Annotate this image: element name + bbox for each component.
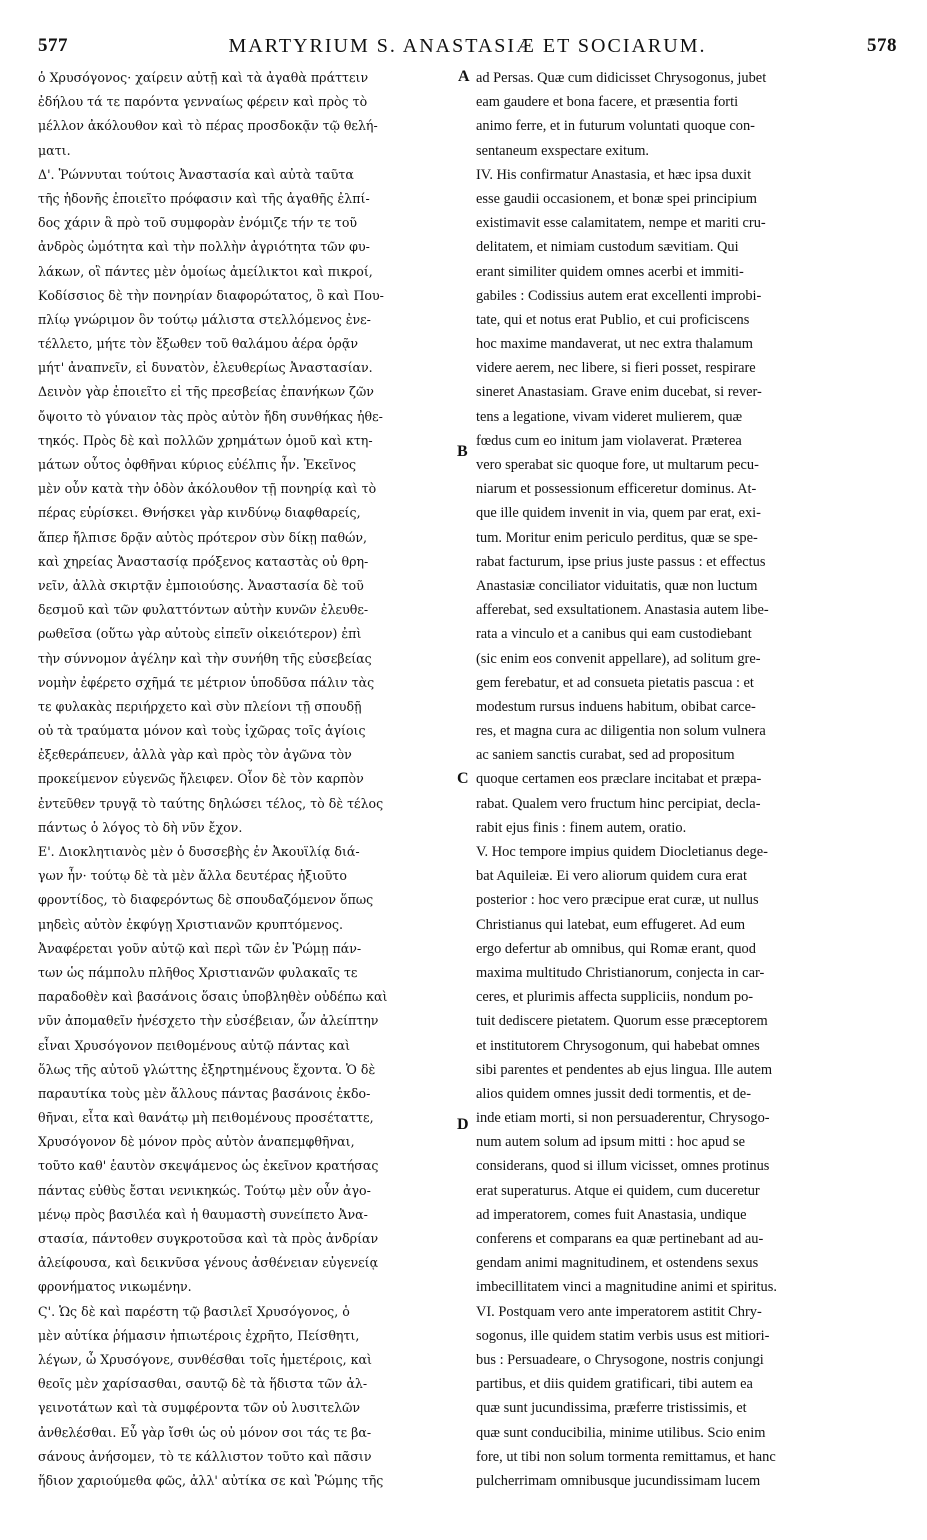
latin-text-line: fore, ut tibi non solum tormenta remittamus, et hanc [476, 1448, 776, 1465]
greek-text-line: τῆς ἡδονῆς ἐποιεῖτο πρόφασιν καὶ τῆς ἀγαθῆς ἐλπί- [38, 190, 370, 206]
greek-text-line: ματι. [38, 142, 71, 158]
latin-text-line: IV. His confirmatur Anastasia, et hæc ipsa duxit [476, 166, 752, 183]
greek-text-line: νῦν ἀπομαθεῖν ἠνέσχετο τὴν εὐσέβειαν, ὧν ἀλείπτην [38, 1013, 379, 1029]
greek-text-line: θῆναι, εἶτα καὶ θανάτῳ μὴ πειθομένους προσέταττε, [38, 1110, 374, 1126]
latin-text-line: ceres, et plurimis affecta suppliciis, nondum po- [476, 989, 754, 1006]
latin-text-line: erat superaturus. Atque ei quidem, cum duceretur [476, 1182, 760, 1199]
greek-text-line: των ὡς πάμπολυ πλῆθος Χριστιανῶν φυλακαῖς τε [38, 964, 358, 980]
latin-text-line: que ille quidem invenit in via, quem par erat, exi- [476, 505, 761, 522]
greek-text-line: ἐδήλου τά τε παρόντα γενναίως φέρειν καὶ πρὸς τὸ [38, 94, 368, 110]
latin-text-line: bat Aquileiæ. Ei vero aliorum quidem cura erat [476, 868, 747, 885]
greek-text-line: προκείμενον εὐγενῶς ἤλειφεν. Οἷον δὲ τὸν καρπὸν [38, 771, 364, 787]
latin-text-line: tate, qui et notus erat Publio, et cui proficiscens [476, 311, 750, 328]
latin-text-line: et institutorem Chrysogonum, qui habebat omnes [476, 1037, 760, 1054]
latin-text-line: esse gaudii occasionem, et bonæ spei principium [476, 190, 757, 207]
latin-text-line: sogonus, ille quidem statim verbis usus est mitiori- [476, 1327, 770, 1344]
latin-text-line: ad imperatorem, comes fuit Anastasia, undique [476, 1206, 747, 1223]
greek-text-line: πάντως ὁ λόγος τὸ δὴ νῦν ἔχον. [38, 819, 243, 835]
greek-text-line: θεοῖς μὲν χαρίσασθαι, σαυτῷ δὲ τὰ ἥδιστα τῶν ἀλ- [38, 1376, 368, 1392]
latin-text-line: imbecillitatem vinci a magnitudine animi et spiritus. [476, 1279, 777, 1296]
latin-text-line: modestum rursus induens habitum, obibat carce- [476, 698, 756, 715]
latin-text-line: partibus, et diis quidem gratificari, tibi autem ea [476, 1376, 753, 1393]
latin-text-line: quæ sunt jucundissima, præferre tristissimis, et [476, 1400, 747, 1417]
latin-text-line: afferebat, sed exsultationem. Anastasia autem libe- [476, 602, 769, 619]
latin-text-line: ergo defertur ab omnibus, qui Romæ erant, quod [476, 940, 756, 957]
latin-text-line: sentaneum exspectare exitum. [476, 142, 650, 159]
latin-text-line: rata a vinculo et a canibus qui eam custodiebant [476, 626, 752, 643]
greek-text-line: καὶ χηρείας Ἀναστασίᾳ πρόξενος καταστὰς οὐ θρη- [38, 553, 369, 569]
latin-text-line: conferens et comparans ea quæ pertinebant ad au- [476, 1231, 764, 1247]
greek-text-line: γων ἦν· τούτῳ δὲ τὰ μὲν ἄλλα δευτέρας ἠξιοῦτο [38, 868, 347, 884]
latin-text-line: ad Persas. Quæ cum didicisset Chrysogonus, jubet [476, 70, 767, 86]
greek-text-line: ὅλως τῆς αὐτοῦ γλώττης ἐξηρτημένους ἔχοντα. Ὁ δὲ [38, 1061, 376, 1077]
greek-text-line: μέλλον ἀκόλουθον καὶ τὸ πέρας προσδοκᾷν τῷ θελή- [38, 118, 378, 134]
latin-text-line: V. Hoc tempore impius quidem Diocletianus dege- [476, 844, 768, 860]
greek-text-line: στασία, πάντοθεν συγκροτοῦσα καὶ τὰ πρὸς ἀνδρίαν [38, 1231, 379, 1246]
page-title: MARTYRIUM S. ANASTASIÆ ET SOCIARUM. [228, 35, 707, 57]
latin-text-line: Anastasiæ conciliator viduitatis, quæ non luctum [476, 577, 758, 594]
latin-text-line: gendam animi magnitudinem, et ostendens sexus [476, 1255, 759, 1272]
greek-text-line: ὁ Χρυσόγονος· χαίρειν αὐτῇ καὶ τὰ ἀγαθὰ πράττειν [38, 70, 369, 85]
greek-column [38, 66, 456, 1493]
greek-text-line: εἶναι Χρυσόγονον πειθομένους αὐτῷ πάντας καὶ [38, 1037, 351, 1053]
page-number-left: 577 [38, 35, 68, 56]
latin-text-line: alios quidem omnes jussit dedi tormentis, et de- [476, 1085, 751, 1102]
greek-text-line: πάντας εὐθὺς ἔσται νενικηκώς. Τούτῳ μὲν οὖν ἀγο- [38, 1182, 371, 1198]
latin-text-line: Christianus qui latebat, eum effugeret. Ad eum [476, 916, 746, 933]
greek-text-line: ἅπερ ἤλπισε δρᾷν αὐτὸς πρότερον σὺν δίκῃ παθών, [38, 529, 368, 545]
greek-text-line: πέρας εὑρίσκει. Θνήσκει γὰρ κινδύνῳ διαφθαρείς, [38, 505, 361, 521]
latin-text-line: num autem solum ad ipsum mitti : hoc apud se [476, 1134, 745, 1151]
greek-text-line: ὄψοιτο τὸ γύναιον τὰς πρὸς αὐτὸν ἤδη συνθήκας ἠθε- [38, 408, 383, 424]
latin-text-line: ac saniem sanctis curabat, sed ad propositum [476, 747, 735, 764]
latin-text-line: quæ sunt conducibilia, minime utilibus. Scio enim [476, 1424, 766, 1441]
greek-text-line: λέγων, ὦ Χρυσόγονε, συνθέσθαι τοῖς ἡμετέροις, καὶ [38, 1351, 372, 1367]
greek-text-line: δεσμοῦ καὶ τῶν φυλαττόντων αὐτὴν κυνῶν ἐλευθε- [38, 602, 369, 618]
greek-text-line: μήτ' ἀναπνεῖν, εἰ δυνατὸν, ἐλευθερίως Ἀναστασίαν. [38, 360, 373, 376]
greek-text-line: ἥδιον χαριούμεθα φῶς, ἀλλ' αὐτίκα σε καὶ Ῥώμης τῆς [38, 1472, 384, 1488]
greek-text-line: τηκός. Πρὸς δὲ καὶ πολλῶν χρημάτων ὁμοῦ καὶ κτη- [38, 432, 373, 448]
greek-text-line: μὲν αὐτίκα ῥήμασιν ἠπιωτέροις ἐχρῆτο, Πείσθητι, [38, 1327, 360, 1343]
latin-text-line: tens a legatione, vivam videret mulierem, quæ [476, 408, 743, 425]
greek-text-line: Δ'. Ῥώννυται τούτοις Ἀναστασία καὶ αὐτὰ ταῦτα [38, 166, 354, 182]
section-marker-d: D [457, 1116, 469, 1133]
greek-text-line: λάκων, οἳ πάντες μὲν ὁμοίως ἀμείλικτοι καὶ πικροί, [38, 263, 373, 279]
greek-text-line: πλίῳ γνώριμον ὃν τούτῳ μάλιστα στελλόμενος ἐνε- [38, 311, 371, 327]
latin-text-line: pulcherrimam omnibusque jucundissimam lucem [476, 1472, 761, 1489]
greek-text-line: τὴν σύννομον ἀγέλην καὶ τὴν συνήθη τῆς εὐσεβείας [38, 650, 372, 666]
greek-text-line: φροντίδος, τὸ διαφερόντως δὲ σπουδαζόμενον ὅπως [38, 892, 374, 908]
latin-text-line: tuit dediscere pietatem. Quorum esse præceptorem [476, 1013, 768, 1030]
latin-text-line: hoc maxime mandaverat, ut nec extra thalamum [476, 336, 753, 353]
latin-text-line: posterior : hoc vero præcipue erat curæ, ut nullus [476, 892, 759, 909]
greek-text-line: φρονήματος νικωμένην. [38, 1279, 192, 1295]
section-marker-b: B [457, 443, 468, 460]
latin-text-line: rabat. Qualem vero fructum hinc percipiat, decla- [476, 795, 761, 812]
latin-text-line: gabiles : Codissius autem erat excellenti improbi- [476, 287, 762, 304]
greek-text-line: ἐντεῦθεν τρυγᾷ τὸ ταύτης δηλώσει τέλος, τὸ δὲ τέλος [38, 795, 384, 811]
greek-text-line: ἀνδρὸς ὠμότητα καὶ τὴν πολλὴν ἀγριότητα τῶν φυ- [38, 239, 370, 255]
latin-text-line: erant similiter quidem omnes acerbi et immiti- [476, 263, 744, 280]
latin-text-line: niarum et possessionum efficeretur dominus. At- [476, 481, 757, 498]
latin-text-line: quoque certamen eos præclare incitabat et præpa- [476, 771, 762, 788]
running-header [38, 35, 897, 65]
section-marker-a: A [458, 68, 470, 85]
latin-text-line: rabat facturum, ipse prius juste passus : et effectus [476, 553, 766, 570]
greek-text-line: μὲν οὖν κατὰ τὴν ὁδὸν ἀκόλουθον τῇ πονηρίᾳ καὶ τὸ [38, 481, 377, 497]
section-marker-c: C [457, 770, 469, 787]
greek-text-line: Κοδίσσιος δὲ τὴν πονηρίαν διαφορώτατος, ὃ καὶ Που- [38, 287, 384, 303]
greek-text-line: Ϛ'. Ὡς δὲ καὶ παρέστη τῷ βασιλεῖ Χρυσόγονος, ὁ [38, 1303, 350, 1319]
page-number-right: 578 [867, 35, 897, 56]
latin-text-line: VI. Postquam vero ante imperatorem astitit Chry- [476, 1303, 762, 1320]
greek-text-line: ἐξεθεράπευεν, ἀλλὰ γὰρ καὶ πρὸς τὸν ἀγῶνα τὸν [38, 747, 352, 763]
latin-text-line: res, et magna cura ac diligentia non solum vulnera [476, 723, 766, 740]
greek-text-line: νεῖν, ἀλλὰ σκιρτᾷν ἐμποιούσης. Ἀναστασία δὲ τοῦ [38, 577, 364, 593]
latin-text-line: tum. Moritur enim periculo perditus, quæ se spe- [476, 529, 758, 546]
greek-text-line: Δεινὸν γὰρ ἐποιεῖτο εἰ τῆς πρεσβείας ἐπανήκων ζῶν [38, 384, 374, 400]
greek-text-line: ρωθεῖσα (οὕτω γὰρ αὐτοὺς εἰπεῖν οἰκειότερον) ἐπὶ [38, 626, 362, 642]
greek-text-line: γεινοτάτων καὶ τὰ συμφέροντα τῶν οὐ λυσιτελῶν [38, 1400, 360, 1416]
latin-text-line: maxima multitudo Christianorum, conjecta in car- [476, 964, 765, 981]
latin-text-line: sineret Anastasiam. Grave enim ducebat, si rever- [476, 384, 762, 401]
latin-text-line: (sic enim eos convenit appellare), ad solitum gre- [476, 650, 761, 667]
greek-text-line: Ἀναφέρεται γοῦν αὐτῷ καὶ περὶ τῶν ἐν Ῥώμῃ πάν- [38, 940, 362, 956]
greek-text-line: μάτων οὗτος ὀφθῆναι κύριος εὐέλπις ἦν. Ἐκεῖνος [38, 457, 357, 472]
latin-text-line: animo ferre, et in futurum voluntati quoque con- [476, 118, 755, 135]
greek-text-line: ἀνθελέσθαι. Εὖ γὰρ ἴσθι ὡς οὐ μόνον σοι τάς τε βα- [38, 1424, 372, 1440]
latin-text-line: eam gaudere et bona facere, et præsentia forti [476, 94, 739, 111]
latin-text-line: rabit ejus finis : finem autem, oratio. [476, 819, 687, 836]
greek-text-line: Ε'. Διοκλητιανὸς μὲν ὁ δυσσεβὴς ἐν Ἀκουϊλίᾳ διά- [38, 844, 360, 859]
latin-text-line: vero sperabat sic quoque fore, ut multarum pecu- [476, 457, 759, 473]
greek-text-line: τέλλετο, μήτε τὸν ἔξωθεν τοῦ θαλάμου ἀέρα ὁρᾷν [38, 336, 358, 352]
greek-text-line: Χρυσόγονον δὲ μόνον πρὸς αὐτὸν ἀναπεμφθῆναι, [38, 1134, 355, 1150]
latin-text-line: bus : Persuadeare, o Chrysogone, nostris conjungi [476, 1351, 764, 1368]
latin-column [476, 66, 894, 1493]
greek-text-line: παραυτίκα τοὺς μὲν ἄλλους πάντας βασάνοις ἐκδο- [38, 1085, 371, 1101]
greek-text-line: ἀλείφουσα, καὶ δεικνῦσα γένους ἀσθένειαν εὐγενείᾳ [38, 1255, 379, 1271]
latin-text-line: considerans, quod si illum vicisset, omnes protinus [476, 1158, 770, 1175]
greek-text-line: τοῦτο καθ' ἑαυτὸν σκεψάμενος ὡς ἐκεῖνον κρατήσας [38, 1158, 379, 1174]
latin-text-line: inde etiam morti, si non persuaderentur, Chrysogo- [476, 1110, 770, 1127]
greek-text-line: τε φυλακὰς περιήρχετο καὶ σὺν πλείονι τῇ σπουδῇ [38, 698, 362, 714]
greek-text-line: νομὴν ἐφέρετο σχῆμά τε μέτριον ὑποδῦσα πάλιν τὰς [38, 674, 375, 690]
latin-text-line: gem ferebatur, et ad consueta pietatis pascua : et [476, 674, 754, 691]
latin-text-line: delitatem, et nimiam custodum sævitiam. Qui [476, 239, 739, 256]
greek-text-line: παραδοθὲν καὶ βασάνοις ὅσαις ὑποβληθὲν οὐδέπω καὶ [38, 989, 388, 1005]
latin-text-line: existimavit esse calamitatem, nempe et mariti cru- [476, 215, 766, 232]
greek-text-line: οὐ τὰ τραύματα μόνον καὶ τοὺς ἰχῶρας τοῖς ἁγίοις [38, 723, 366, 739]
latin-text-line: videre aerem, nec libere, si fieri posset, respirare [476, 360, 756, 377]
latin-text-line: fœdus cum eo initum jam violaverat. Præterea [476, 432, 742, 449]
greek-text-line: δος χάριν ἃ πρὸ τοῦ συμφορὰν ἐνόμιζε τήν τε τοῦ [38, 215, 358, 231]
greek-text-line: μηδεὶς αὐτὸν ἐκφύγῃ Χριστιανῶν κρυπτόμενος. [38, 916, 344, 932]
latin-text-line: sibi parentes et pendentes ab ejus lingua. Ille autem [476, 1061, 773, 1078]
greek-text-line: μένῳ πρὸς βασιλέα καὶ ἡ θαυμαστὴ συνείπετο Ἀνα- [38, 1206, 368, 1222]
greek-text-line: σάνους ἀνήσομεν, τὸ τε κάλλιστον τοῦτο καὶ πᾶσιν [38, 1448, 372, 1464]
